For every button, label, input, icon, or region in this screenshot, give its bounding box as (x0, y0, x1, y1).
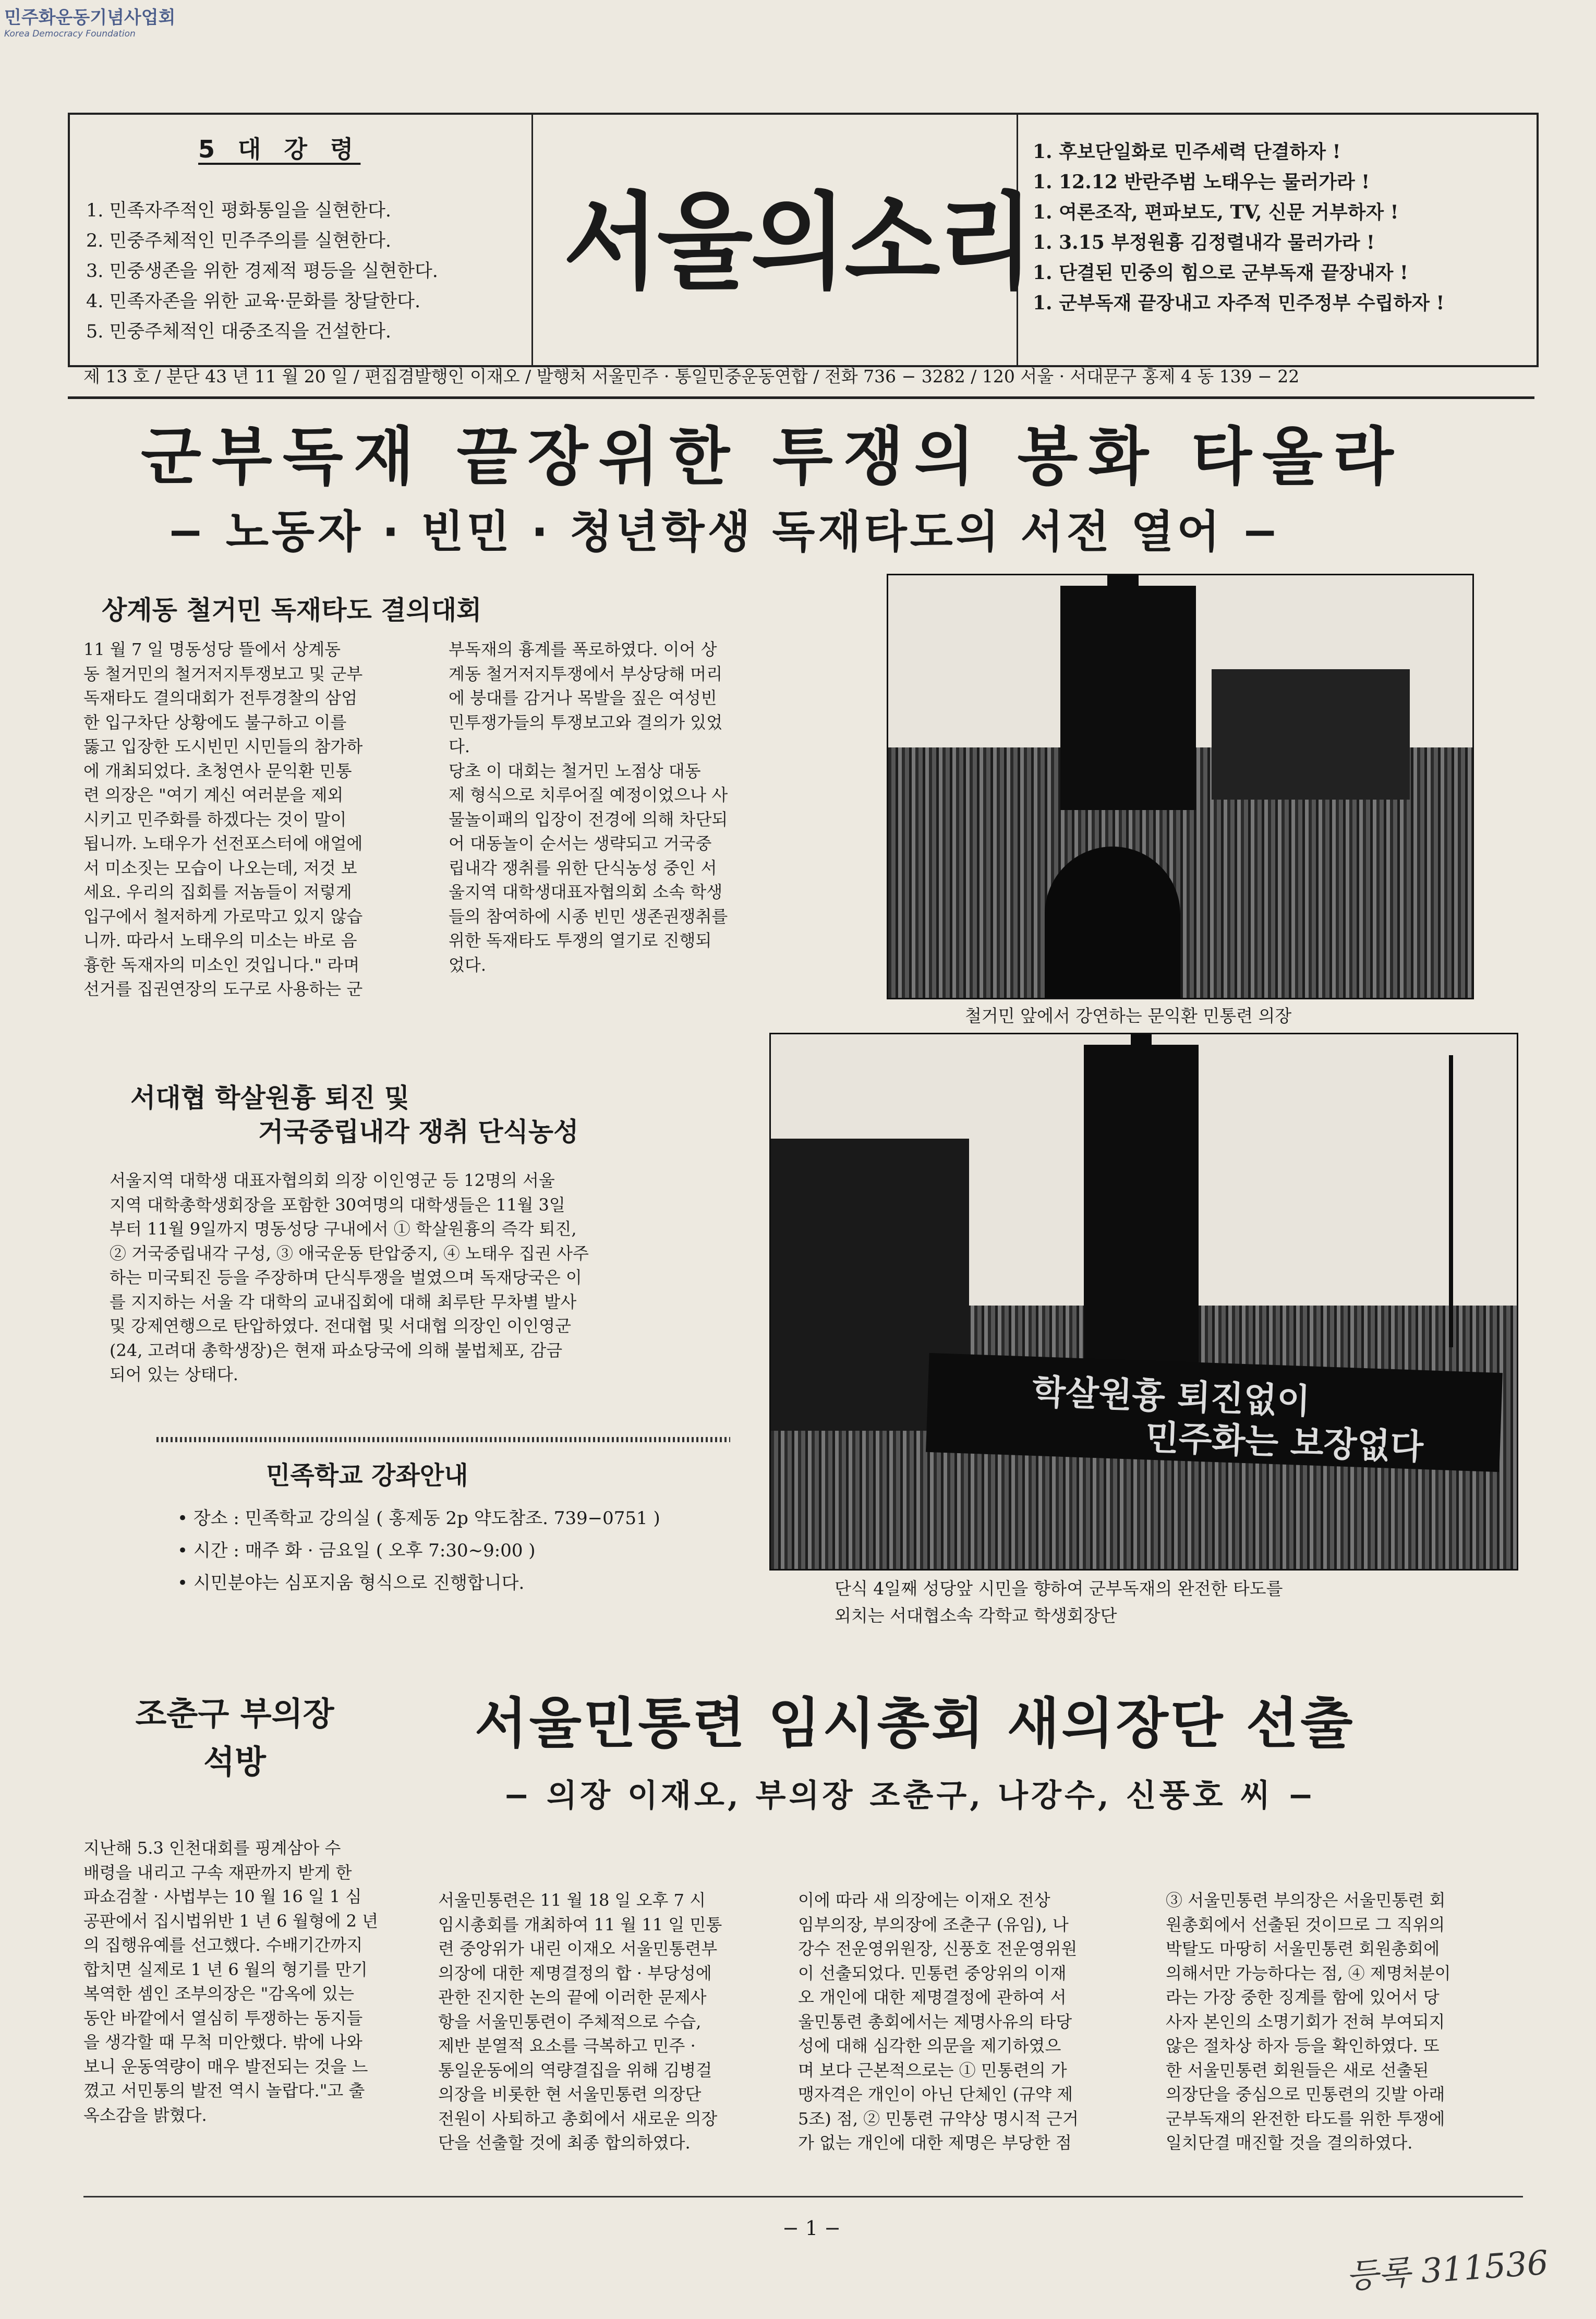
slogan-list (1033, 137, 1444, 318)
text-line: 부독재의 흉계를 폭로하였다. 이어 상 (449, 639, 717, 659)
text-line: 었다. (449, 955, 486, 975)
text-line: 의장을 비롯한 현 서울민통련 의장단 (438, 2084, 702, 2104)
archive-number: 등록 311536 (1345, 2243, 1550, 2297)
archive-stamp-title: 민주화운동기념사업회 (4, 7, 176, 28)
text-line: 한 서울민통련 회원들은 새로 선출된 (1166, 2060, 1429, 2080)
article3-body (83, 1836, 417, 2127)
masthead-divider-left (531, 115, 533, 365)
article3-title-line2: 석방 (203, 1743, 266, 1781)
text-line: 11 월 7 일 명동성당 뜰에서 상계동 (83, 639, 341, 659)
building-silhouette (1212, 669, 1410, 800)
text-line: 동 철거민의 철거저지투쟁보고 및 군부 (83, 663, 363, 684)
text-line: 한 입구차단 상황에도 불구하고 이를 (83, 712, 347, 732)
text-line: 제반 분열적 요소를 극복하고 민주 · (438, 2036, 696, 2056)
text-line: 흉한 독재자의 미소인 것입니다." 라며 (83, 955, 360, 975)
article2-title-line1: 서대협 학살원흉 퇴진 및 (130, 1083, 410, 1113)
platform-heading: 5 대 강 령 (198, 135, 361, 163)
text-line: ② 거국중립내각 구성, ③ 애국운동 탄압중지, ④ 노태우 집권 사주 (110, 1243, 589, 1263)
text-line: 지난해 5.3 인천대회를 핑계삼아 수 (83, 1838, 341, 1858)
text-line: 이에 따라 새 의장에는 이재오 전상 (798, 1890, 1050, 1910)
slogan-item: 1. 12.12 반란주범 노태우는 물러가라 ! (1033, 171, 1370, 193)
article4-column-1 (438, 1888, 788, 2155)
main-headline: 군부독재 끝장위한 투쟁의 봉화 타올라 (141, 421, 1404, 493)
rally-photo (887, 574, 1474, 999)
text-line: 가 없는 개인에 대한 제명은 부당한 점 (798, 2133, 1072, 2153)
text-line: 일치단결 매진할 것을 결의하였다. (1166, 2133, 1413, 2153)
text-line: 독재타도 결의대회가 전투경찰의 삼엄 (83, 688, 358, 708)
text-line: 되어 있는 상태다. (110, 1364, 238, 1384)
text-line: 강수 전운영위원장, 신풍호 전운영위원 (798, 1939, 1078, 1959)
platform-item: 4. 민족자존을 위한 교육·문화를 창달한다. (86, 291, 421, 312)
platform-item: 1. 민족자주적인 평화통일을 실현한다. (86, 200, 392, 221)
text-line: 울민통련 총회에서는 제명사유의 타당 (798, 2011, 1072, 2032)
text-line: 의장에 대한 제명결정의 합 · 부당성에 (438, 1963, 712, 1983)
text-line: 에 개최되었다. 초청연사 문익환 민통 (83, 760, 352, 781)
text-line: 의장단을 중심으로 민통련의 깃발 아래 (1166, 2084, 1445, 2104)
text-line: 박탈도 마땅히 서울민통련 회원총회에 (1166, 1939, 1440, 1959)
text-line: 관한 진지한 논의 끝에 이러한 문제사 (438, 1987, 707, 2007)
text-line: 부터 11월 9일까지 명동성당 구내에서 ① 학살원흉의 즉각 퇴진, (110, 1219, 577, 1239)
text-line: 배령을 내리고 구속 재판까지 받게 한 (83, 1862, 352, 1882)
text-line: 서울민통련은 11 월 18 일 오후 7 시 (438, 1890, 706, 1910)
article2-body (110, 1168, 715, 1387)
text-line: 에 붕대를 감거나 목발을 짚은 여성빈 (449, 688, 717, 708)
text-line: 민투쟁가들의 투쟁보고와 결의가 있었 (449, 712, 723, 732)
banner-text-1: 학살원흉 퇴진없이 (1031, 1371, 1311, 1422)
banner-text-2: 민주화는 보장없다 (1144, 1417, 1424, 1468)
footer-rule (83, 2196, 1523, 2197)
text-line: 동안 바깥에서 열심히 투쟁하는 동지들 (83, 2008, 363, 2028)
page-number: − 1 − (782, 2217, 841, 2240)
text-line: 련 의장은 "여기 계신 여러분을 제외 (83, 785, 344, 805)
article4-column-2 (798, 1888, 1147, 2155)
text-line: 옥소감을 밝혔다. (83, 2105, 207, 2125)
text-line: 성에 대해 심각한 의문을 제기하였으 (798, 2036, 1061, 2056)
article3-title (99, 1690, 370, 1786)
text-line: 공판에서 집시법위반 1 년 6 월형에 2 년 (83, 1911, 379, 1931)
text-line: (24, 고려대 총학생장)은 현재 파쇼당국에 의해 불법체포, 감금 (110, 1340, 563, 1360)
text-line: 선거를 집권연장의 도구로 사용하는 군 (83, 979, 363, 999)
article1-column-1 (83, 637, 428, 1001)
text-line: 임시총회를 개최하여 11 월 11 일 민통 (438, 1914, 722, 1935)
text-line: 원총회에서 선출된 것이므로 그 직위의 (1166, 1914, 1445, 1935)
slogan-item: 1. 후보단일화로 민주세력 단결하자 ! (1033, 141, 1341, 163)
article1-title: 상계동 철거민 독재타도 결의대회 (102, 595, 482, 625)
article4-subheadline: − 의장 이재오, 부의장 조춘구, 나강수, 신풍호 씨 − (503, 1778, 1317, 1814)
text-line: 을 생각할 때 무척 미안했다. 밖에 나와 (83, 2032, 362, 2052)
text-line: 라는 가장 중한 징계를 함에 있어서 당 (1166, 1987, 1440, 2007)
text-line: 않은 절차상 하자 등을 확인하였다. 또 (1166, 2036, 1440, 2056)
text-line: 제 형식으로 치루어질 예정이었으나 사 (449, 785, 728, 805)
text-line: 물놀이패의 입장이 전경에 의해 차단되 (449, 809, 728, 829)
slogan-item: 1. 군부독재 끝장내고 자주적 민주정부 수립하자 ! (1033, 292, 1445, 314)
article2-title-line2: 거국중립내각 쟁취 단식농성 (258, 1117, 579, 1147)
text-line: 며 보다 근본적으로는 ① 민통련의 가 (798, 2060, 1067, 2080)
text-line: 됩니까. 노태우가 선전포스터에 애얼에 (83, 834, 363, 853)
text-line: 위한 독재타도 투쟁의 열기로 진행되 (449, 931, 712, 950)
text-line: 뚫고 입장한 도시빈민 시민들의 참가하 (83, 736, 363, 756)
publication-rule (68, 396, 1534, 399)
text-line: 세요. 우리의 집회를 저놈들이 저렇게 (83, 882, 352, 902)
tower-spire (1131, 1034, 1152, 1066)
text-line: 시키고 민주화를 하겠다는 것이 말이 (83, 809, 347, 829)
school-notice-title: 민족학교 강좌안내 (266, 1461, 468, 1490)
text-line: 및 강제연행으로 탄압하였다. 전대협 및 서대협 의장인 이인영군 (110, 1316, 572, 1336)
lamp-post (1449, 1055, 1453, 1347)
protest-banner (926, 1353, 1503, 1472)
text-line: 오 개인에 대한 제명결정에 관하여 서 (798, 1987, 1067, 2007)
article1-column-2 (449, 637, 803, 977)
hunger-strike-caption-2: 외치는 서대협소속 각학교 학생회장단 (835, 1605, 1117, 1626)
school-notice-item: • 시간 : 매주 화 · 금요일 ( 오후 7:30∼9:00 ) (177, 1540, 536, 1561)
platform-item: 5. 민중주체적인 대중조직을 건설한다. (86, 321, 392, 342)
article3-title-line1: 조춘구 부의장 (135, 1695, 334, 1733)
text-line: 서울지역 대학생 대표자협의회 의장 이인영군 등 12명의 서울 (110, 1170, 555, 1190)
text-line: 울지역 대학생대표자협의회 소속 학생 (449, 882, 723, 902)
text-line: 련 중앙위가 내린 이재오 서울민통련부 (438, 1939, 718, 1959)
text-line: 어 대동놀이 순서는 생략되고 거국중 (449, 834, 712, 853)
platform-list (86, 196, 438, 347)
school-notice-list (177, 1502, 660, 1599)
text-line: 다. (449, 736, 470, 756)
school-notice-item: • 시민분야는 심포지움 형식으로 진행합니다. (177, 1573, 525, 1593)
text-line: 항을 서울민통련이 주체적으로 수습, (438, 2011, 702, 2032)
text-line: 복역한 셈인 조부의장은 "감옥에 있는 (83, 1984, 355, 2003)
text-line: 통일운동에의 역량결집을 위해 김병걸 (438, 2060, 712, 2080)
text-line: 계동 철거저지투쟁에서 부상당해 머리 (449, 663, 723, 684)
text-line: 5조) 점, ② 민통련 규약상 명시적 근거 (798, 2108, 1079, 2129)
main-subheadline: − 노동자 · 빈민 · 청년학생 독재타도의 서전 열어 − (167, 506, 1282, 558)
text-line: 를 지지하는 서울 각 대학의 교내집회에 대해 최루탄 무차별 발사 (110, 1291, 577, 1312)
cathedral-spire (1107, 575, 1139, 617)
slogan-item: 1. 여론조작, 편파보도, TV, 신문 거부하자 ! (1033, 201, 1399, 223)
hunger-strike-caption-1: 단식 4일째 성당앞 시민을 향하여 군부독재의 완전한 타도를 (835, 1578, 1283, 1599)
text-line: 맹자격은 개인이 아닌 단체인 (규약 제 (798, 2084, 1073, 2104)
hunger-strike-photo (769, 1033, 1518, 1571)
text-line: 단을 선출할 것에 최종 합의하였다. (438, 2133, 691, 2153)
platform-item: 2. 민중주체적인 민주주의를 실현한다. (86, 231, 392, 251)
cathedral-silhouette (1060, 586, 1196, 810)
text-line: 입구에서 철저하게 가로막고 있지 않습 (83, 906, 363, 926)
text-line: 당초 이 대회는 철거민 노점상 대동 (449, 760, 701, 781)
text-line: 의해서만 가능하다는 점, ④ 제명처분이 (1166, 1963, 1451, 1983)
text-line: 의 집행유예를 선고했다. 수배기간까지 (83, 1935, 363, 1955)
platform-item: 3. 민중생존을 위한 경제적 평등을 실현한다. (86, 261, 438, 282)
school-notice-item: • 장소 : 민족학교 강의실 ( 홍제동 2p 약도참조. 739−0751 ) (177, 1508, 660, 1529)
text-line: 들의 참여하에 시종 빈민 생존권쟁취를 (449, 906, 728, 926)
text-line: 니까. 따라서 노태우의 미소는 바로 음 (83, 931, 357, 950)
text-line: 하는 미국퇴진 등을 주장하며 단식투쟁을 벌였으며 독재당국은 이 (110, 1267, 582, 1287)
text-line: 지역 대학총학생회장을 포함한 30여명의 대학생들은 11월 3일 (110, 1194, 565, 1215)
masthead-title: 서울의소리 (563, 182, 1032, 304)
text-line: 전원이 사퇴하고 총회에서 새로운 의장 (438, 2108, 718, 2129)
archive-stamp-subtitle: Korea Democracy Foundation (4, 29, 136, 39)
text-line: 파쇼검찰 · 사법부는 10 월 16 일 1 심 (83, 1887, 362, 1906)
slogan-item: 1. 단결된 민중의 힘으로 군부독재 끝장내자 ! (1033, 262, 1408, 284)
text-line: 보니 운동역량이 매우 발전되는 것을 느 (83, 2056, 368, 2076)
text-line: ③ 서울민통련 부의장은 서울민통련 회 (1166, 1890, 1446, 1910)
section-separator (156, 1437, 730, 1442)
rally-photo-caption: 철거민 앞에서 강연하는 문익환 민통련 의장 (965, 1006, 1292, 1026)
text-line: 합치면 실제로 1 년 6 월의 형기를 만기 (83, 1959, 368, 1979)
text-line: 임부의장, 부의장에 조춘구 (유임), 나 (798, 1914, 1069, 1935)
article4-column-3 (1166, 1888, 1520, 2155)
text-line: 서 미소짓는 모습이 나오는데, 저것 보 (83, 857, 357, 878)
slogan-item: 1. 3.15 부정원흉 김정렬내각 물러가라 ! (1033, 232, 1375, 253)
text-line: 사자 본인의 소명기회가 전혀 부여되지 (1166, 2011, 1445, 2032)
article4-headline: 서울민통련 임시총회 새의장단 선출 (475, 1692, 1355, 1755)
text-line: 군부독재의 완전한 타도를 위한 투쟁에 (1166, 2108, 1445, 2129)
archive-stamp (4, 3, 175, 39)
text-line: 이 선출되었다. 민통련 중앙위의 이재 (798, 1963, 1067, 1983)
text-line: 립내각 쟁취를 위한 단식농성 중인 서 (449, 857, 717, 878)
speaker-silhouette (1045, 847, 1180, 998)
publication-info: 제 13 호 / 분단 43 년 11 월 20 일 / 편집겸발행인 이재오 / 발행처 서울민주 · 통일민중운동연합 / 전화 736 − 3282 / 120 서울 · 서대문구 홍제 4 동 139 − 22 (83, 366, 1300, 386)
text-line: 꼈고 서민통의 발전 역시 놀랍다."고 출 (83, 2081, 365, 2100)
